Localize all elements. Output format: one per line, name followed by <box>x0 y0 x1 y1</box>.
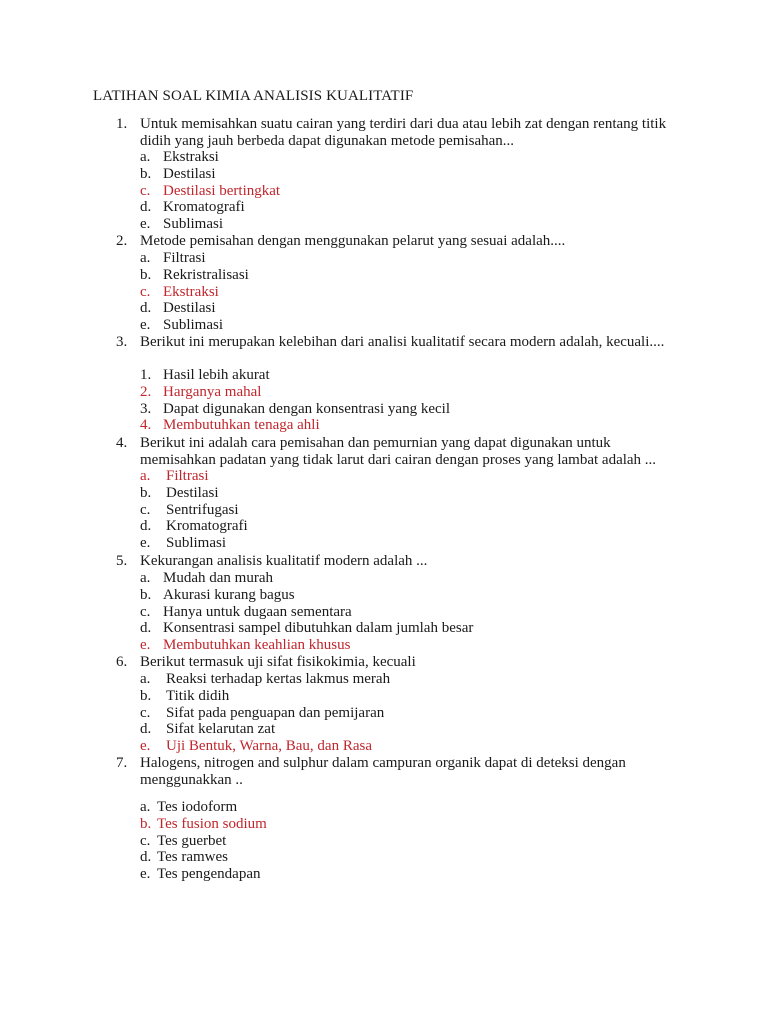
option-a: a. Tes iodoform <box>140 799 238 815</box>
option-e: e. Sublimasi <box>140 535 227 552</box>
option-a-correct: a. Filtrasi <box>140 468 209 484</box>
option-list <box>140 671 390 755</box>
question-number: 6. <box>116 654 128 670</box>
option-b: b. Destilasi <box>140 165 216 182</box>
option-d: d. Kromatografi <box>140 518 248 535</box>
option-list <box>140 149 280 233</box>
option-d: d. Destilasi <box>140 300 216 317</box>
question-number: 4. <box>116 435 128 451</box>
option-c: c. Sifat pada penguapan dan pemijaran <box>140 704 385 721</box>
question-text: Metode pemisahan dengan menggunakan pelarut yang sesuai adalah.... <box>140 233 566 249</box>
option-list <box>140 367 450 434</box>
question-number: 7. <box>116 755 128 771</box>
option-e-correct: e. Membutuhkan keahlian khusus <box>140 637 351 654</box>
option-3: 3. Dapat digunakan dengan konsentrasi yang kecil <box>140 400 450 417</box>
option-b: b. Akurasi kurang bagus <box>140 586 295 603</box>
option-b: b. Destilasi <box>140 484 219 501</box>
option-a: a. Reaksi terhadap kertas lakmus merah <box>140 671 391 687</box>
question-number: 2. <box>116 233 128 249</box>
option-1: 1. Hasil lebih akurat <box>140 367 270 383</box>
option-c-correct: c. Destilasi bertingkat <box>140 182 281 199</box>
option-e: e. Sublimasi <box>140 216 224 233</box>
option-4-correct: 4. Membutuhkan tenaga ahli <box>140 417 320 434</box>
option-e-correct: e. Uji Bentuk, Warna, Bau, dan Rasa <box>140 738 372 755</box>
option-d: d. Konsentrasi sampel dibutuhkan dalam jumlah besar <box>140 620 474 637</box>
question-number: 3. <box>116 334 128 350</box>
option-d: d. Sifat kelarutan zat <box>140 721 276 738</box>
question-text: Berikut ini adalah cara pemisahan dan pemurnian yang dapat digunakan untuk memisahkan padatan yang tidak larut dari cairan dengan proses yang lambat adalah ... <box>140 435 657 468</box>
option-b: b. Rekristralisasi <box>140 266 249 283</box>
question-text: Untuk memisahkan suatu cairan yang terdiri dari dua atau lebih zat dengan rentang titik didih yang jauh berbeda dapat digunakan metode pemisahan... <box>140 116 667 149</box>
option-e: e. Sublimasi <box>140 317 224 334</box>
option-c: c. Tes guerbet <box>140 832 227 849</box>
question-text: Berikut ini merupakan kelebihan dari analisi kualitatif secara modern adalah, kecuali.... <box>140 334 665 350</box>
option-a: a. Filtrasi <box>140 250 206 266</box>
question-text: Berikut termasuk uji sifat fisikokimia, kecuali <box>140 654 416 670</box>
option-2-correct: 2. Harganya mahal <box>140 383 262 400</box>
option-e: e. Tes pengendapan <box>140 866 261 883</box>
option-list <box>140 468 248 552</box>
question-text: Kekurangan analisis kualitatif modern adalah ... <box>140 553 428 569</box>
option-c-correct: c. Ekstraksi <box>140 283 219 300</box>
page-title: LATIHAN SOAL KIMIA ANALISIS KUALITATIF <box>93 88 414 104</box>
question-number: 5. <box>116 553 128 569</box>
option-a: a. Mudah dan murah <box>140 570 273 586</box>
question-text: Halogens, nitrogen and sulphur dalam campuran organik dapat di deteksi dengan menggunakkan .. <box>140 755 626 788</box>
option-c: c. Sentrifugasi <box>140 501 239 518</box>
option-list <box>140 250 249 334</box>
option-a: a. Ekstraksi <box>140 149 219 165</box>
option-list <box>140 799 267 883</box>
question-number: 1. <box>116 116 128 132</box>
option-b-correct: b. Tes fusion sodium <box>140 815 267 832</box>
option-d: d. Kromatografi <box>140 199 245 216</box>
option-list <box>140 570 473 654</box>
option-c: c. Hanya untuk dugaan sementara <box>140 603 352 620</box>
option-d: d. Tes ramwes <box>140 849 229 866</box>
option-b: b. Titik didih <box>140 687 230 704</box>
